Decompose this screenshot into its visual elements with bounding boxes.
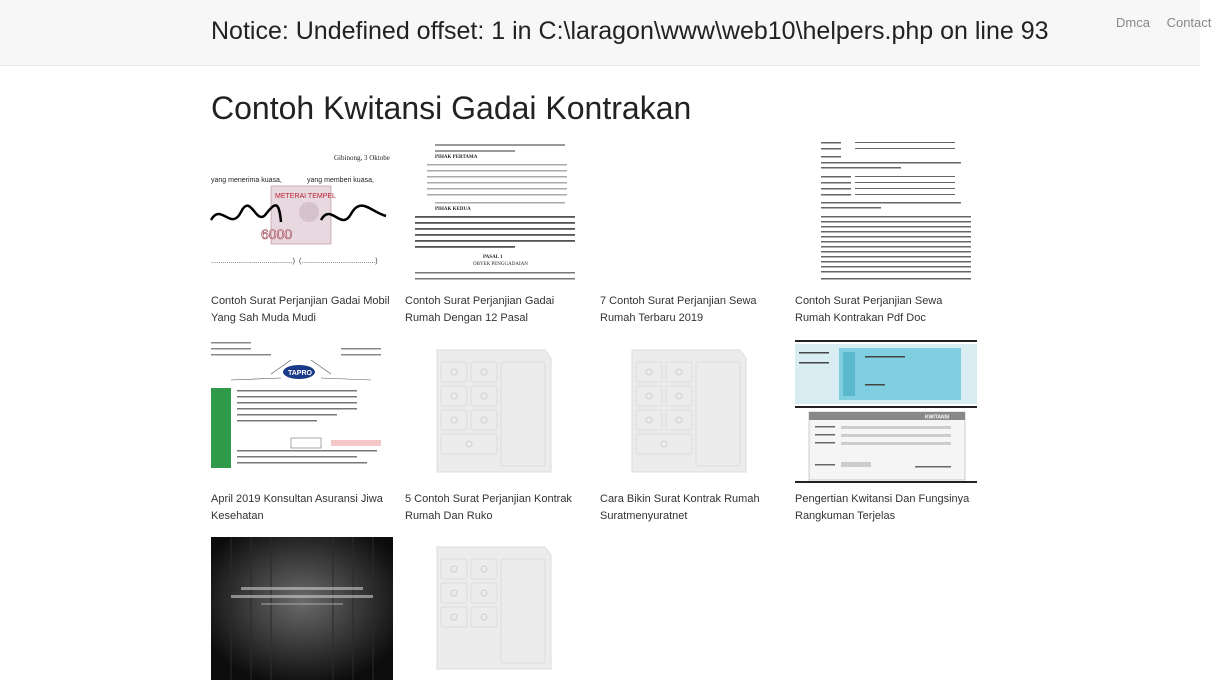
nav-link-dmca[interactable]: Dmca: [1116, 15, 1150, 30]
gallery-card[interactable]: [795, 142, 977, 327]
card-thumbnail-placeholder-drawer[interactable]: [405, 537, 587, 680]
gallery-card[interactable]: [795, 340, 977, 525]
card-caption[interactable]: Cara Bikin Surat Kontrak Rumah Suratmenyuratnet: [600, 493, 760, 522]
top-nav: [1116, 15, 1224, 30]
thumb-text-receipt-header: KWITANSI: [925, 414, 950, 421]
svg-text:..............................: ..........................................): [211, 258, 296, 265]
thumb-text-pihak2: PIHAK KEDUA: [435, 207, 471, 212]
green-table-column: [211, 388, 231, 468]
card-thumbnail-signed-letter[interactable]: [211, 142, 393, 285]
card-thumbnail-contract-document[interactable]: [405, 142, 587, 285]
thumb-text-right: yang memberi kuasa,: [307, 177, 374, 184]
php-notice-text: Notice: Undefined offset: 1 in C:\laragon\www\web10\helpers.php on line 93: [211, 17, 1049, 45]
stamp-value: 6000: [261, 226, 293, 242]
card-thumbnail-dark-banner[interactable]: [211, 537, 393, 680]
stamp-label: METERAI TEMPEL: [275, 193, 336, 200]
drawer-placeholder-icon: [405, 340, 587, 483]
gallery-card[interactable]: [600, 340, 782, 525]
card-caption[interactable]: Contoh Surat Perjanjian Sewa Rumah Kontrakan Pdf Doc: [795, 295, 943, 324]
card-thumbnail-placeholder-drawer[interactable]: [405, 340, 587, 483]
thumb-text-pasal: PASAL 1: [483, 255, 503, 260]
gallery-card[interactable]: [600, 142, 782, 327]
card-thumbnail-receipt[interactable]: [795, 340, 977, 483]
thumb-text-badge: TAPRO: [288, 370, 312, 377]
card-thumbnail-placeholder-drawer[interactable]: [600, 340, 782, 483]
card-caption[interactable]: Contoh Surat Perjanjian Gadai Mobil Yang Sah Muda Mudi: [211, 295, 390, 324]
card-caption[interactable]: Pengertian Kwitansi Dan Fungsinya Rangkuman Terjelas: [795, 493, 970, 522]
card-caption[interactable]: Contoh Surat Perjanjian Gadai Rumah Dengan 12 Pasal: [405, 295, 555, 324]
card-caption[interactable]: 7 Contoh Surat Perjanjian Sewa Rumah Terbaru 2019: [600, 295, 757, 324]
card-caption[interactable]: April 2019 Konsultan Asuransi Jiwa Kesehatan: [211, 493, 383, 522]
card-thumbnail-lease-document[interactable]: [795, 142, 977, 285]
gallery-card[interactable]: [405, 340, 587, 525]
card-thumbnail-insurance-diagram[interactable]: [211, 340, 393, 483]
gallery-card[interactable]: [211, 340, 393, 525]
thumb-text-left: yang menerima kuasa,: [211, 177, 282, 184]
drawer-placeholder-icon: [600, 340, 782, 483]
card-thumbnail-blank[interactable]: [600, 142, 782, 285]
page-title: Contoh Kwitansi Gadai Kontrakan: [211, 90, 692, 126]
card-caption[interactable]: 5 Contoh Surat Perjanjian Kontrak Rumah Dan Ruko: [405, 493, 572, 522]
drawer-placeholder-icon: [405, 537, 587, 680]
thumb-text-pihak1: PIHAK PERTAMA: [435, 155, 478, 160]
gallery-card[interactable]: [211, 537, 393, 688]
gallery-card[interactable]: [405, 142, 587, 327]
nav-link-contact[interactable]: Contact: [1166, 15, 1212, 30]
thumb-text-date: Gibinong, 3 Oktobe: [334, 154, 390, 162]
gallery-card[interactable]: [211, 142, 393, 327]
svg-text:(.............................: (......................................): [299, 258, 378, 265]
top-bar: [0, 0, 1212, 66]
gallery-card[interactable]: [405, 537, 587, 688]
thumb-text-obyek: OBYEK PENGGADAIAN: [473, 262, 528, 267]
